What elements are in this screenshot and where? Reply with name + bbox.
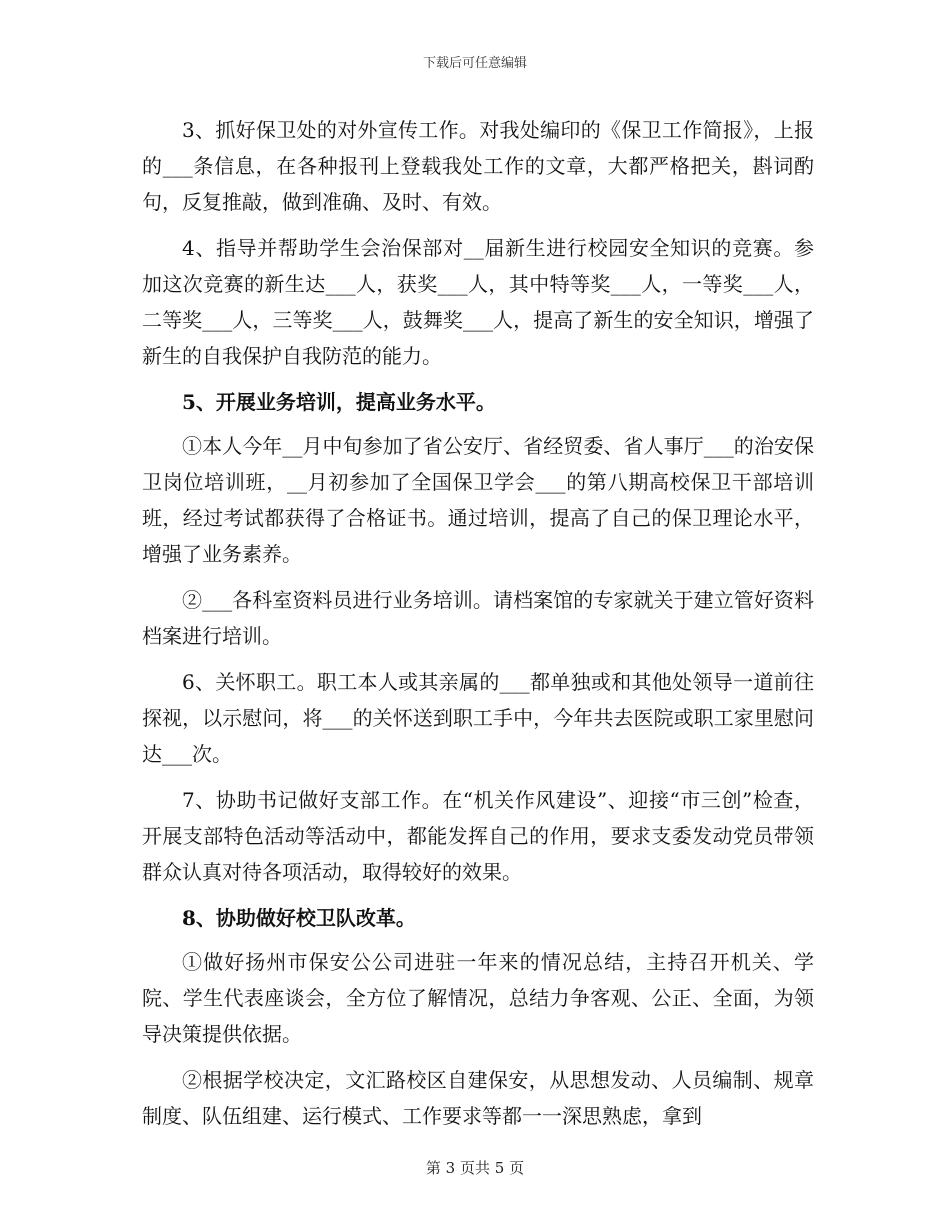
document-body [142, 112, 814, 1144]
page-header: 下载后可任意编辑 [422, 56, 527, 71]
page-footer: 第 3 页共 5 页 [425, 1159, 525, 1177]
paragraph-5-2: ②___各科室资料员进行业务培训。请档案馆的专家就关于建立管好资料档案进行培训。 [142, 588, 814, 648]
section-heading-5: 5、开展业务培训，提高业务水平。 [182, 390, 496, 414]
section-heading-8: 8、协助做好校卫队改革。 [182, 906, 416, 930]
paragraph-4: 4、指导并帮助学生会治保部对__届新生进行校园安全知识的竞赛。参加这次竞赛的新生达___人，获奖___人，其中特等奖___人，一等奖___人，二等奖___人，三等奖___人，鼓舞奖___人，提高了新生的安全知识，增强了新生的自我保护自我防范的能力。 [142, 236, 814, 368]
paragraph-5-1: ①本人今年__月中旬参加了省公安厅、省经贸委、省人事厅___的治安保卫岗位培训班，__月初参加了全国保卫学会___的第八期高校保卫干部培训班，经过考试都获得了合格证书。通过培训，提高了自己的保卫理论水平，增强了业务素养。 [142, 434, 814, 566]
paragraph-8-2: ②根据学校决定，文汇路校区自建保安，从思想发动、人员编制、规章制度、队伍组建、运行模式、工作要求等都一一深思熟虑，拿到 [142, 1068, 814, 1128]
paragraph-7: 7、协助书记做好支部工作。在“机关作风建设”、迎接“市三创”检查，开展支部特色活动等活动中，都能发挥自己的作用，要求支委发动党员带领群众认真对待各项活动，取得较好的效果。 [142, 788, 814, 884]
paragraph-8-1: ①做好扬州市保安公公司进驻一年来的情况总结，主持召开机关、学院、学生代表座谈会，全方位了解情况，总结力争客观、公正、全面，为领导决策提供依据。 [142, 950, 814, 1046]
paragraph-6: 6、关怀职工。职工本人或其亲属的___都单独或和其他处领导一道前往探视，以示慰问，将___的关怀送到职工手中，今年共去医院或职工家里慰问达___次。 [142, 670, 814, 766]
paragraph-3: 3、抓好保卫处的对外宣传工作。对我处编印的《保卫工作简报》，上报的___条信息，在各种报刊上登载我处工作的文章，大都严格把关，斟词酌句，反复推敲，做到准确、及时、有效。 [142, 118, 814, 214]
